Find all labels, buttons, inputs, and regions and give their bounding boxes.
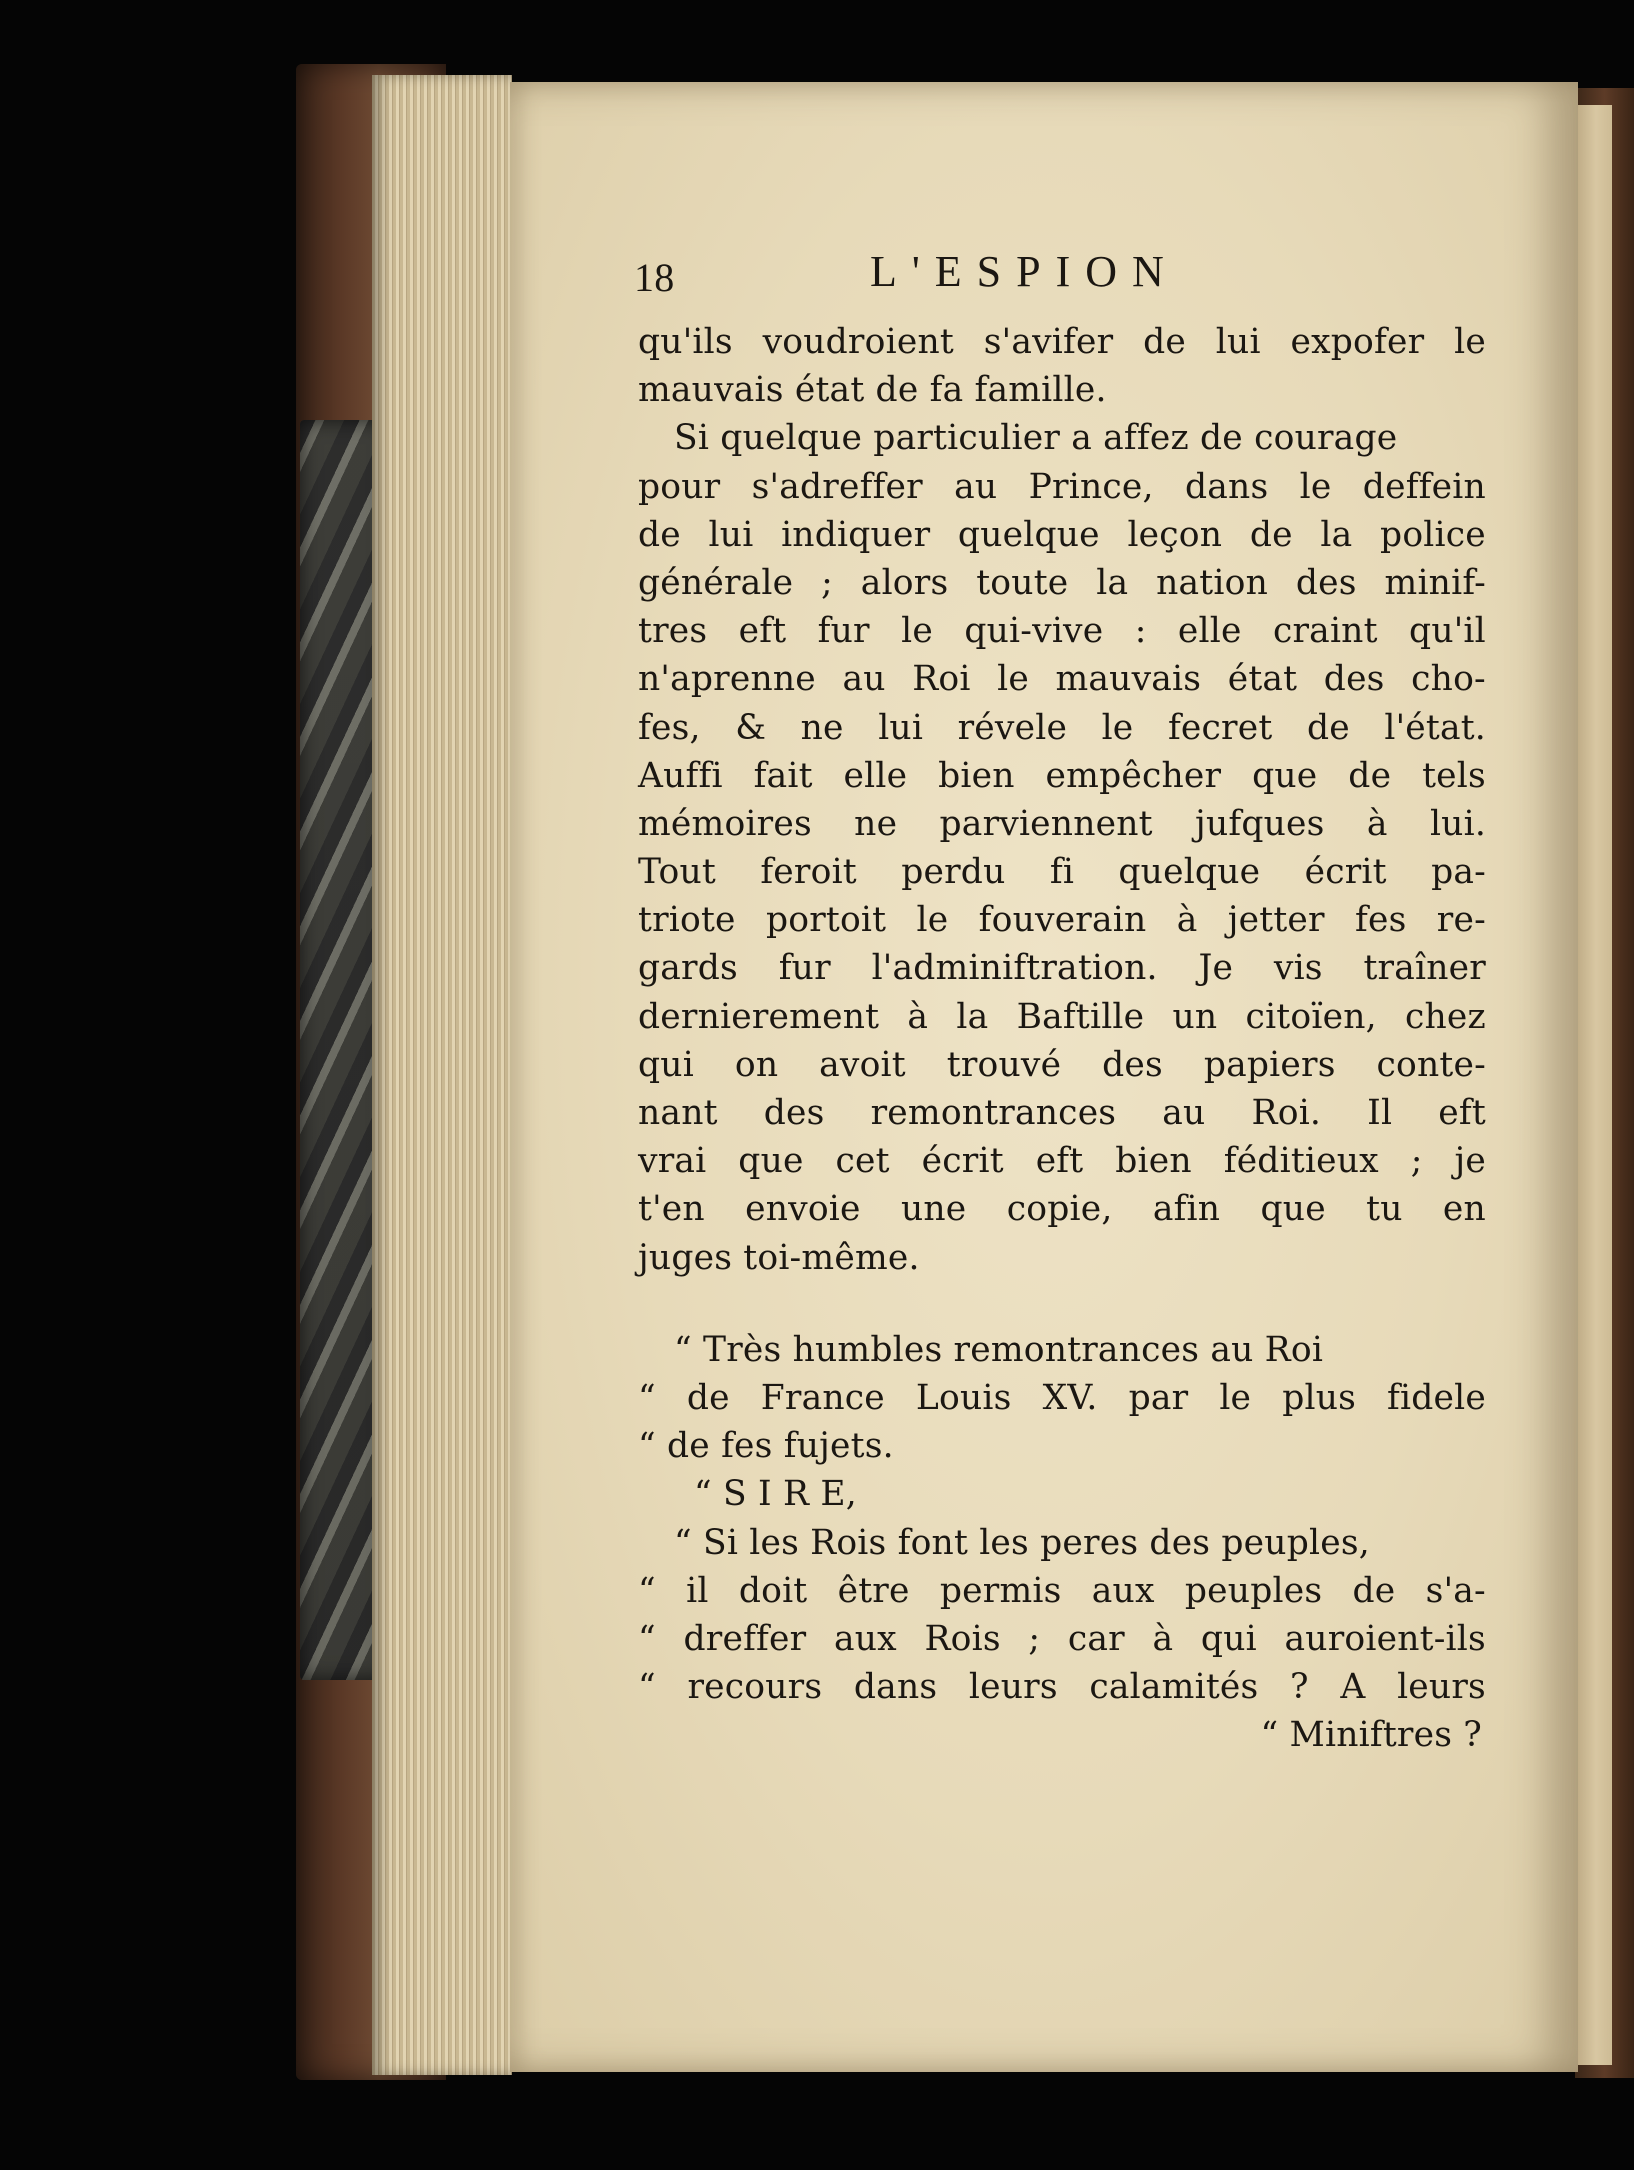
word: re- [1436, 900, 1486, 941]
word: fur [778, 948, 831, 989]
word: mémoires [638, 803, 812, 844]
page-edges [372, 75, 512, 2075]
word: minif- [1384, 562, 1486, 603]
word: indiquer [781, 514, 931, 555]
word: Louis [915, 1377, 1012, 1418]
word: des [1102, 1044, 1163, 1085]
word: quelque [957, 514, 1100, 555]
text-line [638, 944, 1486, 992]
word: papiers [1203, 1044, 1336, 1085]
text-line [638, 1137, 1486, 1185]
word: : [1134, 611, 1147, 652]
word: il [686, 1570, 709, 1611]
text-line [638, 896, 1486, 944]
word: le [1101, 707, 1134, 748]
word: lui [1215, 322, 1261, 362]
word: un [1172, 996, 1218, 1037]
word: & [735, 707, 767, 748]
word: des [763, 1093, 825, 1133]
word: Roi. [1251, 1093, 1322, 1133]
word: dans [1184, 466, 1269, 507]
word: vis [1273, 948, 1323, 989]
word: t'en [638, 1189, 705, 1230]
text-line: juges toi-même. [638, 1237, 920, 1278]
word: à [1152, 1618, 1174, 1659]
word: de [1352, 1570, 1396, 1611]
word: traîner [1363, 948, 1486, 989]
text-line [638, 752, 1486, 800]
word: au [954, 466, 998, 507]
page-number: 18 [634, 255, 675, 300]
word: Rois [924, 1618, 1001, 1659]
word: voudroient [762, 322, 954, 362]
word: car [1067, 1618, 1125, 1659]
running-title: L'ESPION [870, 247, 1179, 296]
word: toute [976, 562, 1069, 603]
text-line [638, 848, 1486, 896]
word: l'état. [1384, 707, 1486, 748]
word: afin [1152, 1189, 1221, 1230]
word: Je [1198, 948, 1234, 989]
word: de [686, 1377, 730, 1418]
word: s'avifer [983, 322, 1114, 362]
word: que [1260, 1189, 1326, 1230]
word: “ [638, 1377, 656, 1418]
word: qu'ils [638, 322, 733, 362]
word: dreffer [683, 1618, 807, 1659]
word: le [997, 659, 1029, 700]
word: ; [821, 562, 833, 603]
word: qui-vive [964, 611, 1104, 652]
text-line: mauvais état de fa famille. [638, 370, 1107, 411]
paragraph-gap [638, 1282, 1486, 1326]
word: mauvais [1055, 659, 1202, 700]
text-line [638, 1185, 1486, 1233]
word: leurs [968, 1667, 1058, 1708]
word: fi [1049, 852, 1075, 893]
word: le [1219, 1377, 1252, 1418]
word: tres [638, 611, 708, 652]
word: écrit [921, 1141, 1004, 1182]
text-line: “ Très humbles remontrances au Roi [674, 1329, 1324, 1370]
word: fidele [1387, 1377, 1486, 1418]
facing-page-edge [1572, 105, 1612, 2065]
word: Roi [912, 659, 971, 700]
word: empêcher [1045, 755, 1222, 796]
word: écrit [1304, 852, 1387, 893]
word: tels [1422, 755, 1486, 796]
text-line: “ de fes fujets. [638, 1426, 894, 1467]
word: au [842, 659, 886, 700]
word: l'adminiftration. [871, 948, 1158, 989]
word: deffein [1362, 466, 1486, 507]
word: s'adreffer [751, 466, 923, 507]
word: conte- [1376, 1044, 1486, 1085]
text-line [638, 1567, 1486, 1615]
text-line: “ S I R E, [694, 1474, 857, 1515]
word: la [1320, 514, 1353, 555]
word: “ [638, 1570, 656, 1611]
text-line [638, 1615, 1486, 1663]
word: aux [1091, 1570, 1155, 1611]
word: auroient-ils [1284, 1618, 1486, 1659]
word: aux [833, 1618, 897, 1659]
word: Prince, [1028, 466, 1154, 507]
text-line [638, 704, 1486, 752]
word: gards [638, 948, 738, 989]
word: recours [687, 1667, 823, 1708]
word: ? [1290, 1667, 1309, 1708]
word: générale [638, 562, 794, 603]
word: une [900, 1189, 967, 1230]
word: ne [800, 707, 844, 748]
word: la [956, 996, 989, 1037]
body-text [638, 318, 1486, 1759]
word: dans [853, 1667, 938, 1708]
word: feroit [760, 852, 857, 893]
text-line [638, 1041, 1486, 1089]
word: fes, [638, 707, 701, 748]
word: bien [938, 755, 1015, 796]
word: elle [1177, 611, 1242, 652]
word: des [1295, 562, 1357, 603]
word: à [907, 996, 929, 1037]
word: “ [638, 1618, 656, 1659]
word: fecret [1167, 707, 1273, 748]
word: eft [738, 611, 787, 652]
word: lui. [1429, 803, 1486, 844]
word: féditieux [1223, 1141, 1379, 1182]
word: portoit [765, 900, 887, 941]
word: fes [1355, 900, 1407, 941]
word: à [1366, 803, 1388, 844]
text-line [638, 463, 1486, 511]
word: la [1096, 562, 1129, 603]
word: de [1249, 514, 1293, 555]
word: peuples [1184, 1570, 1323, 1611]
word: s'a- [1425, 1570, 1486, 1611]
text-line [638, 655, 1486, 703]
text-block [634, 247, 1486, 1759]
word: qui [1200, 1618, 1257, 1659]
word: craint [1272, 611, 1378, 652]
word: par [1128, 1377, 1189, 1418]
word: de [1143, 322, 1186, 362]
word: ; [1410, 1141, 1423, 1182]
word: révele [957, 707, 1068, 748]
word: doit [738, 1570, 808, 1611]
word: qu'il [1409, 611, 1486, 652]
word: police [1380, 514, 1486, 555]
word: je [1454, 1141, 1486, 1182]
word: cho- [1411, 659, 1486, 700]
word: tu [1366, 1189, 1403, 1230]
word: le [1299, 466, 1332, 507]
word: alors [860, 562, 949, 603]
word: nation [1156, 562, 1268, 603]
word: eft [1438, 1093, 1486, 1133]
word: fouverain [978, 900, 1147, 941]
text-line: “ Miniftres ? [1260, 1715, 1482, 1756]
word: permis [939, 1570, 1062, 1611]
word: cet [835, 1141, 890, 1182]
word: fait [753, 755, 813, 796]
word: lui [708, 514, 754, 555]
word: XV. [1042, 1377, 1098, 1418]
word: bien [1115, 1141, 1192, 1182]
word: “ [638, 1667, 656, 1708]
text-line [638, 1089, 1486, 1137]
word: le [916, 900, 949, 941]
word: leurs [1397, 1667, 1486, 1708]
word: Tout [638, 852, 716, 893]
word: que [1252, 755, 1318, 796]
word: France [760, 1377, 885, 1418]
text-line [638, 1374, 1486, 1422]
text-line [638, 318, 1486, 366]
word: pa- [1431, 852, 1486, 893]
word: envoie [745, 1189, 861, 1230]
word: qui [638, 1044, 694, 1085]
word: remontrances [870, 1093, 1117, 1133]
word: expofer [1290, 322, 1425, 362]
word: elle [843, 755, 908, 796]
word: de [1306, 707, 1350, 748]
word: ne [854, 803, 898, 844]
word: leçon [1127, 514, 1223, 555]
word: n'aprenne [638, 659, 816, 700]
word: de [1348, 755, 1392, 796]
word: dernierement [638, 996, 880, 1037]
text-line [638, 1663, 1486, 1711]
book-page [510, 82, 1578, 2072]
word: jufques [1195, 803, 1325, 844]
word: le [1454, 322, 1486, 362]
word: ; [1028, 1618, 1041, 1659]
word: lui [878, 707, 924, 748]
word: trouvé [946, 1044, 1062, 1085]
text-line: Si quelque particulier a affez de courage [674, 418, 1398, 459]
word: A [1340, 1667, 1366, 1708]
word: citoïen, [1245, 996, 1377, 1037]
word: avoit [819, 1044, 906, 1085]
word: état [1227, 659, 1298, 700]
word: quelque [1118, 852, 1261, 893]
text-line [638, 607, 1486, 655]
word: parviennent [939, 803, 1153, 844]
word: nant [638, 1093, 718, 1133]
word: triote [638, 900, 736, 941]
text-line [638, 800, 1486, 848]
word: vrai [638, 1141, 707, 1182]
word: de [638, 514, 681, 555]
word: à [1176, 900, 1198, 941]
word: calamités [1089, 1667, 1259, 1708]
word: fur [817, 611, 870, 652]
word: jetter [1227, 900, 1325, 941]
text-line [638, 511, 1486, 559]
text-line [638, 993, 1486, 1041]
word: copie, [1006, 1189, 1113, 1230]
running-head [634, 247, 1486, 318]
word: perdu [901, 852, 1006, 893]
word: en [1442, 1189, 1486, 1230]
word: on [734, 1044, 779, 1085]
word: des [1323, 659, 1385, 700]
word: plus [1282, 1377, 1357, 1418]
word: Baftille [1016, 996, 1145, 1037]
text-line: “ Si les Rois font les peres des peuples, [674, 1522, 1370, 1563]
word: le [901, 611, 933, 652]
word: au [1162, 1093, 1206, 1133]
word: Auffi [638, 755, 723, 796]
word: eft [1035, 1141, 1084, 1182]
word: chez [1404, 996, 1486, 1037]
text-line [638, 559, 1486, 607]
word: que [738, 1141, 804, 1182]
word: Il [1367, 1093, 1393, 1133]
word: être [837, 1570, 910, 1611]
word: pour [638, 466, 721, 507]
